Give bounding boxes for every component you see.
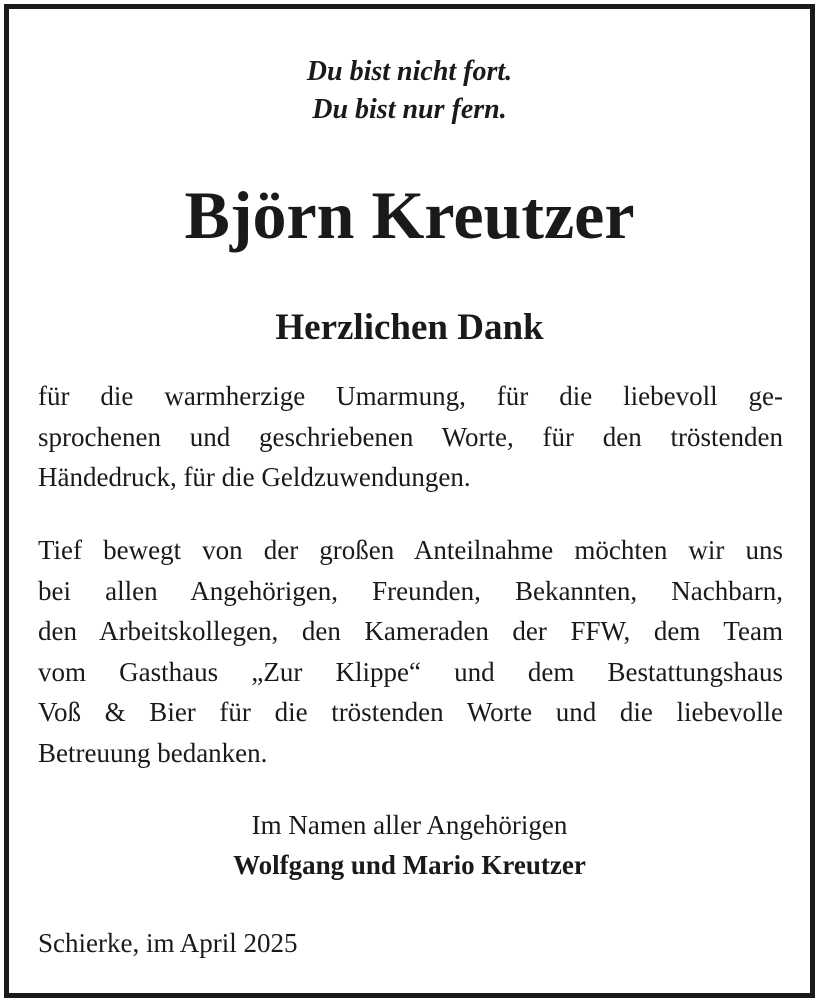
thanks-paragraph-2 [38,530,783,773]
place-date: Schierke, im April 2025 [38,928,298,958]
paragraph-line: den Arbeitskollegen, den Kameraden der FFW, dem Team [38,616,783,646]
paragraph-line: Voß & Bier für die tröstenden Worte und die liebevolle [38,697,783,727]
motto-line-1: Du bist nicht fort. [306,56,513,87]
thanks-paragraph-1 [38,376,783,498]
notice-frame [4,4,815,998]
paragraph-line: sprochenen und geschriebenen Worte, für den tröstenden [38,421,783,452]
paragraph-line: vom Gasthaus „Zur Klippe“ und dem Bestattungshaus [38,656,783,687]
paragraph-line: Tief bewegt von der großen Anteilnahme möchten wir uns [38,535,783,565]
paragraph-line: bei allen Angehörigen, Freunden, Bekannten, Nachbarn, [38,575,783,606]
deceased-name: Björn Kreutzer [184,177,635,253]
thanks-heading: Herzlichen Dank [275,307,544,348]
signoff-line: Im Namen aller Angehörigen [251,810,568,840]
paragraph-line: Händedruck, für die Geldzuwendungen. [38,462,471,492]
paragraph-line: Betreuung bedanken. [38,737,268,768]
paragraph-line: für die warmherzige Umarmung, für die liebevoll ge- [38,381,783,411]
motto-line-2: Du bist nur fern. [312,94,507,125]
signers-names: Wolfgang und Mario Kreutzer [233,850,586,880]
